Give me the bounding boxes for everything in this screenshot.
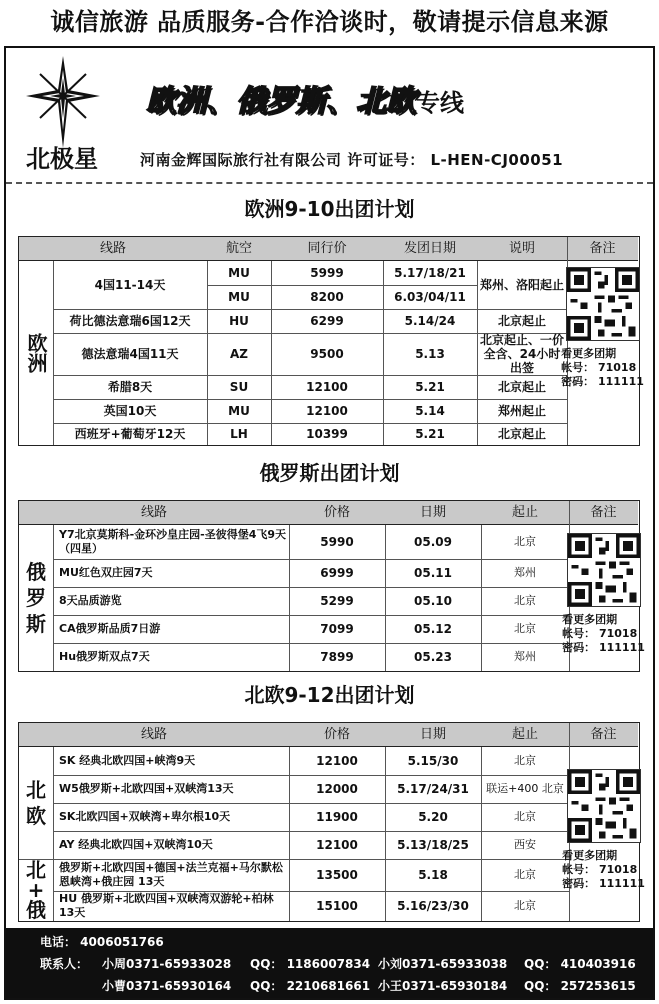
header-route: 线路 [140, 505, 167, 520]
europe-date: 5.21 [415, 427, 445, 441]
nordic-title: 北欧9-12出团计划 [244, 683, 415, 707]
nordic-russia-region-label: 北 + 俄 [26, 858, 46, 922]
qr-code-icon[interactable] [567, 533, 641, 607]
europe-table [18, 236, 644, 446]
nordic-route: AY 经典北欧四国+双峡湾10天 [59, 838, 213, 851]
europe-date: 5.17/18/21 [394, 266, 466, 280]
contact-person: 小王0371-65930184 [378, 979, 508, 993]
europe-airline: AZ [230, 347, 248, 361]
header-date: 日期 [419, 727, 446, 742]
nordic-date: 5.13/18/25 [397, 838, 469, 852]
headline-suffix: 专线 [416, 89, 464, 117]
top-banner: 诚信旅游 品质服务-合作洽谈时，敬请提示信息来源 [50, 8, 609, 36]
nordic-price: 13500 [316, 868, 358, 882]
russia-title: 俄罗斯出团计划 [259, 461, 400, 485]
nordic-origin: 西安 [514, 838, 536, 851]
europe-price: 9500 [310, 347, 344, 361]
europe-route-5: 英国10天 [103, 404, 157, 418]
russia-route: Hu俄罗斯双点7天 [59, 650, 150, 663]
russia-origin: 郑州 [514, 650, 536, 663]
europe-note: 郑州起止 [497, 404, 546, 418]
nordic-price: 12000 [316, 782, 358, 796]
russia-origin: 郑州 [514, 566, 536, 579]
europe-header-row [19, 237, 638, 261]
nordic-route: SK 经典北欧四国+峡湾9天 [59, 754, 196, 767]
nordic-origin: 联运+400 北京 [486, 782, 564, 795]
europe-airline: LH [230, 427, 248, 441]
contact-qq: QQ： 2210681661 [250, 979, 371, 993]
contact-bar [6, 928, 653, 1000]
header-price: 价格 [323, 727, 350, 742]
nordic-origin: 北京 [514, 754, 536, 767]
nordic-date: 5.18 [418, 868, 448, 882]
russia-route: CA俄罗斯品质7日游 [59, 622, 161, 635]
contact-person: 小刘0371-65933038 [378, 957, 508, 971]
europe-remark [561, 267, 644, 389]
header-note: 说明 [508, 241, 535, 256]
europe-airline: MU [228, 404, 250, 418]
russia-table [18, 500, 645, 672]
headline [146, 80, 464, 125]
nordic-origin: 北京 [514, 899, 536, 912]
russia-date: 05.11 [414, 566, 452, 580]
europe-price: 12100 [306, 380, 348, 394]
nordic-price: 12100 [316, 838, 358, 852]
russia-price: 6999 [320, 566, 354, 580]
russia-date: 05.09 [414, 535, 452, 549]
header-remark: 备注 [590, 505, 617, 520]
europe-airline: MU [228, 290, 250, 304]
europe-title: 欧洲9-10出团计划 [244, 197, 415, 221]
russia-origin: 北京 [514, 622, 536, 635]
company-license: 河南金辉国际旅行社有限公司 许可证号： L-HEN-CJ00051 [140, 151, 564, 169]
russia-origin: 北京 [514, 594, 536, 607]
flyer-frame [4, 46, 655, 1000]
nordic-date: 5.16/23/30 [397, 899, 469, 913]
nordic-table [18, 722, 645, 922]
russia-route: 8天品质游览 [59, 594, 122, 607]
header [6, 48, 653, 184]
europe-price: 12100 [306, 404, 348, 418]
contact-phone: 电话： 4006051766 [40, 935, 164, 949]
nordic-origin: 北京 [514, 868, 536, 881]
europe-price: 10399 [306, 427, 348, 441]
europe-date: 5.14/24 [404, 314, 456, 328]
header-price: 同行价 [307, 241, 347, 256]
header-remark: 备注 [590, 727, 617, 742]
north-star-logo-icon [26, 56, 100, 148]
contact-label: 联系人： [40, 957, 89, 971]
europe-price: 8200 [310, 290, 344, 304]
europe-note: 北京起止、一价全含、24小时出签 [479, 333, 564, 375]
europe-region-label: 欧洲 [24, 333, 48, 373]
nordic-price: 15100 [316, 899, 358, 913]
header-remark: 备注 [589, 241, 616, 256]
nordic-price: 11900 [316, 810, 358, 824]
nordic-remark [562, 769, 645, 891]
europe-note: 郑州、洛阳起止 [479, 278, 564, 292]
europe-price: 5999 [310, 266, 344, 280]
russia-header-row [19, 501, 638, 525]
contact-person: 小周0371-65933028 [102, 957, 232, 971]
europe-note: 北京起止 [497, 380, 546, 394]
europe-price: 6299 [310, 314, 344, 328]
russia-origin: 北京 [514, 535, 536, 548]
brand-name: 北极星 [26, 145, 98, 173]
nordic-date: 5.15/30 [407, 754, 459, 768]
russia-region-label: 俄 罗 斯 [26, 560, 46, 636]
europe-date: 5.14 [415, 404, 445, 418]
europe-route-6: 西班牙+葡萄牙12天 [74, 427, 186, 441]
header-date: 日期 [419, 505, 446, 520]
nordic-price: 12100 [316, 754, 358, 768]
header-origin: 起止 [511, 505, 538, 520]
europe-route-4: 希腊8天 [107, 380, 153, 394]
nordic-date: 5.17/24/31 [397, 782, 469, 796]
nordic-date: 5.20 [418, 810, 448, 824]
header-date: 发团日期 [403, 241, 456, 256]
header-route: 线路 [140, 727, 167, 742]
europe-date: 6.03/04/11 [394, 290, 466, 304]
nordic-route: HU 俄罗斯+北欧四国+双峡湾双游轮+柏林13天 [59, 892, 274, 919]
header-route: 线路 [99, 241, 126, 256]
qr-code-icon[interactable] [566, 267, 640, 341]
remark-text: 看更多团期 帐号： 71018 密码： 111111 [561, 347, 644, 388]
russia-route: MU红色双庄园7天 [59, 566, 153, 579]
remark-text: 看更多团期 帐号： 71018 密码： 111111 [562, 613, 645, 654]
russia-date: 05.23 [414, 650, 452, 664]
europe-airline: HU [229, 314, 249, 328]
europe-route-1: 4国11-14天 [94, 278, 166, 292]
remark-text: 看更多团期 帐号： 71018 密码： 111111 [562, 849, 645, 890]
europe-note: 北京起止 [497, 314, 546, 328]
russia-price: 7899 [320, 650, 354, 664]
header-airline: 航空 [225, 241, 252, 256]
nordic-route: W5俄罗斯+北欧四国+双峡湾13天 [59, 782, 234, 795]
russia-price: 7099 [320, 622, 354, 636]
russia-price: 5299 [320, 594, 354, 608]
contact-qq: QQ： 1186007834 [250, 957, 371, 971]
europe-date: 5.21 [415, 380, 445, 394]
contact-qq: QQ： 410403916 [524, 957, 636, 971]
nordic-region-label: 北 欧 [26, 778, 46, 828]
europe-airline: SU [229, 380, 249, 394]
nordic-origin: 北京 [514, 810, 536, 823]
russia-date: 05.10 [414, 594, 452, 608]
header-price: 价格 [323, 505, 350, 520]
europe-date: 5.13 [415, 347, 445, 361]
contact-qq: QQ： 257253615 [524, 979, 636, 993]
qr-code-icon[interactable] [567, 769, 641, 843]
russia-remark [562, 533, 645, 655]
russia-route: Y7北京莫斯科-金环沙皇庄园-圣彼得堡4飞9天（四星） [59, 528, 287, 555]
contact-person: 小曹0371-65930164 [102, 979, 232, 993]
nordic-route: SK北欧四国+双峡湾+卑尔根10天 [59, 810, 231, 823]
europe-route-3: 德法意瑞4国11天 [81, 347, 179, 361]
russia-price: 5990 [320, 535, 354, 549]
europe-airline: MU [228, 266, 250, 280]
nordic-header-row [19, 723, 638, 747]
header-origin: 起止 [511, 727, 538, 742]
russia-date: 05.12 [414, 622, 452, 636]
headline-routes: 欧洲、俄罗斯、北欧 [146, 84, 416, 119]
europe-note: 北京起止 [497, 427, 546, 441]
europe-route-2: 荷比德法意瑞6国12天 [69, 314, 191, 328]
nordic-route: 俄罗斯+北欧四国+德国+法兰克福+马尔默松恩峡湾+俄庄园 13天 [59, 861, 283, 888]
